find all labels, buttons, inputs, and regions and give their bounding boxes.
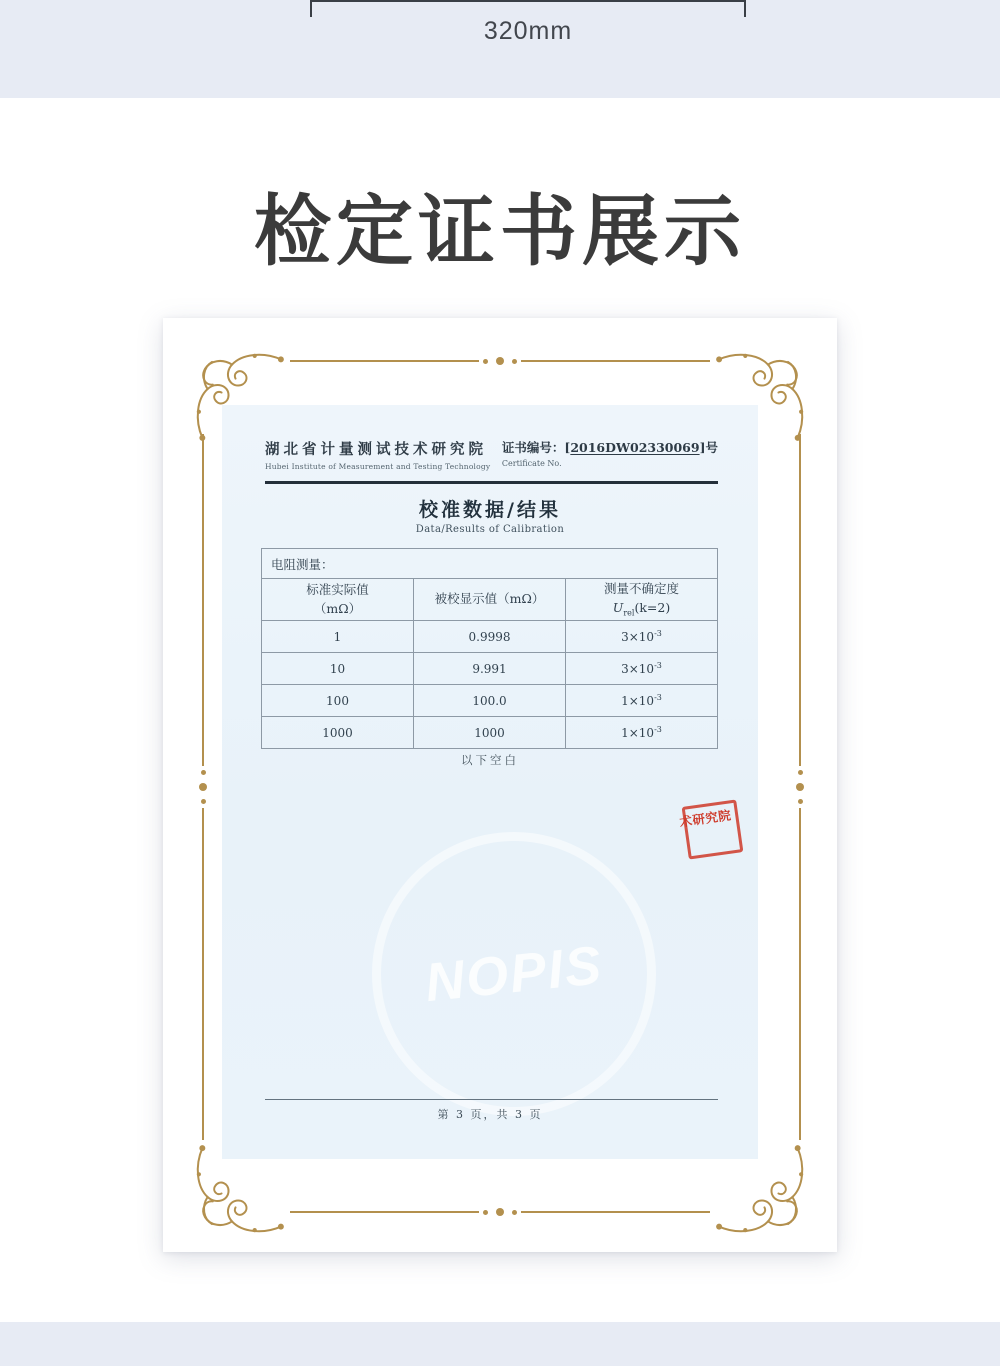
cell-uncertainty: $3\times 10^{-3}$ [566,621,718,653]
gold-border-left [199,434,207,1140]
cell-standard: 1 [262,621,414,653]
cell-standard: 100 [262,685,414,717]
col-header-uncertainty: 测量不确定度 $U_{rel}(k=2)$ [566,579,718,621]
section-title-en: Data/Results of Calibration [415,524,565,535]
cell-uncertainty: $1\times 10^{-3}$ [566,717,718,749]
table-header-row [262,579,718,621]
header-divider [265,481,718,484]
cell-display: 9.991 [414,653,566,685]
blank-below-note: 以下空白 [461,753,519,767]
watermark-circle [358,818,670,1130]
measure-tick-right [744,2,746,17]
cell-uncertainty: $1\times 10^{-3}$ [566,685,718,717]
certificate-header [265,438,718,471]
table-row [262,717,718,749]
dimension-band [0,0,1000,98]
watermark-text: NOPIS [422,934,606,1014]
cell-uncertainty: $3\times 10^{-3}$ [566,653,718,685]
width-measure-line [310,0,746,45]
certificate-number-label-en: Certificate No. [501,459,562,468]
issuer-name-en: Hubei Institute of Measurement and Testing Technology [265,462,491,471]
cell-standard: 1000 [262,717,414,749]
gold-border-right [796,434,804,1140]
gold-border-top [290,357,710,365]
cell-standard: 10 [262,653,414,685]
calibration-table [261,548,718,749]
table-row [262,653,718,685]
bottom-band [0,1322,1000,1366]
cell-display: 1000 [414,717,566,749]
issuer-block [265,438,490,471]
certificate-number-value: 2016DW02330069 [570,440,700,455]
cell-display: 0.9998 [414,621,566,653]
table-caption: 电阻测量： [262,549,718,579]
table-row [262,685,718,717]
table-caption-row [262,549,718,579]
page-number: 第 3 页，共 3 页 [437,1108,543,1121]
cell-display: 100.0 [414,685,566,717]
red-stamp [678,799,744,859]
certificate-card [163,318,837,1252]
measure-tick-left [310,2,312,17]
table-row [262,621,718,653]
certificate-number: 证书编号：[2016DW02330069]号 [501,440,718,455]
red-stamp-text: 术研究院 [678,807,733,830]
dimension-label: 320mm [483,17,573,45]
certificate-number-block [502,438,718,471]
section-title-cn: 校准数据/结果 [419,499,561,521]
page-title: 检定证书展示 [254,189,746,275]
issuer-name-cn: 湖北省计量测试技术研究院 [265,441,487,458]
gold-border-bottom [290,1208,710,1216]
col-header-display: 被校显示值（mΩ） [414,579,566,621]
col-header-standard: 标准实际值 （mΩ） [262,579,414,621]
footer-divider [265,1099,718,1100]
certificate-paper [222,405,758,1159]
